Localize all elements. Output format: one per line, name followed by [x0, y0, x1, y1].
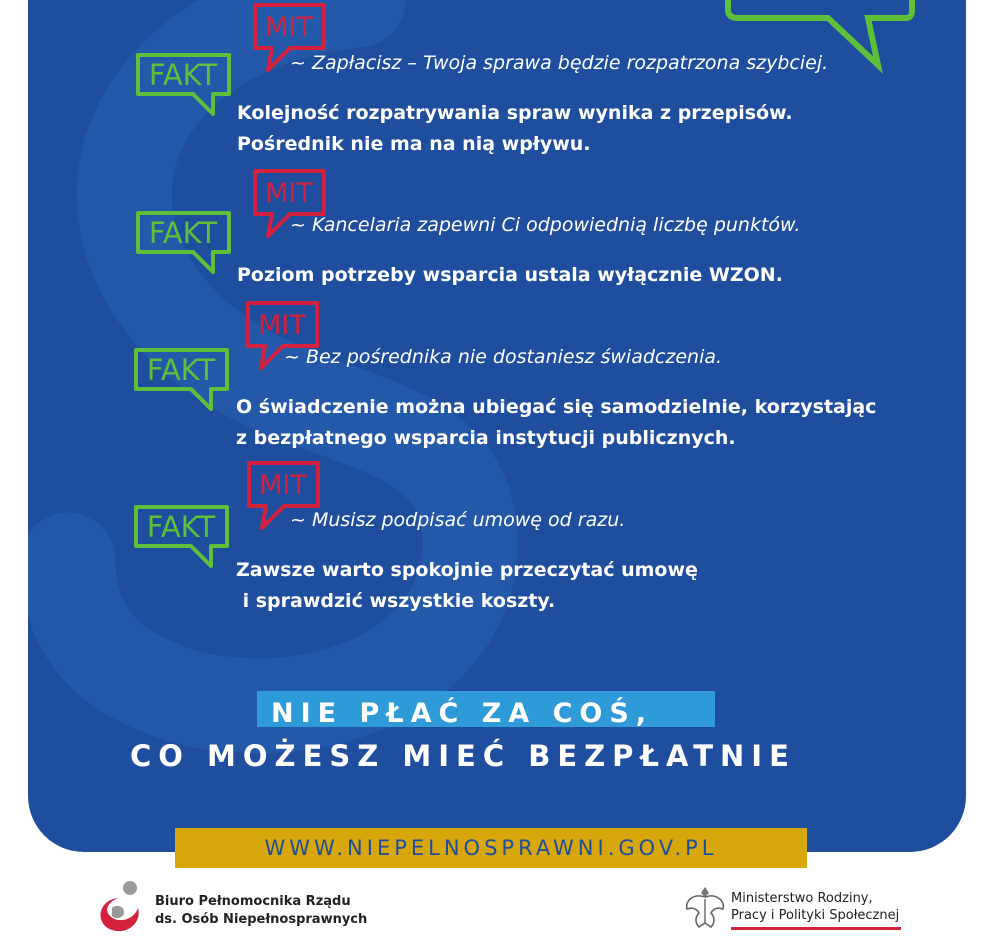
slogan-highlight [257, 691, 715, 727]
fact-text [236, 392, 876, 454]
fact-text [237, 98, 793, 160]
svg-text:FAKT: FAKT [148, 58, 218, 92]
fact-badge [135, 52, 233, 124]
bpon-logo-icon [90, 880, 146, 936]
fact-badge [133, 347, 231, 419]
website-link[interactable]: WWW.NIEPELNOSPRAWNI.GOV.PL [264, 836, 718, 860]
fact-badge [133, 504, 231, 576]
ministry-underline [731, 927, 901, 930]
svg-text:MIT: MIT [259, 470, 307, 501]
svg-text:MIT: MIT [265, 178, 313, 209]
fact-bubble-icon [135, 210, 233, 278]
fact-text [236, 555, 698, 617]
myth-text: ~ Kancelaria zapewni Ci odpowiednią liczbę punktów. [290, 214, 801, 236]
svg-text:MIT: MIT [258, 310, 306, 341]
myth-text: ~ Bez pośrednika nie dostaniesz świadczenia. [284, 346, 723, 368]
fact-line: Zawsze warto spokojnie przeczytać umowę [236, 559, 698, 581]
svg-text:FAKT: FAKT [148, 216, 218, 250]
slogan-line-2: CO MOŻESZ MIEĆ BEZPŁATNIE [130, 739, 796, 773]
bpon-name: Biuro Pełnomocnika Rządu ds. Osób Niepełnosprawnych [155, 894, 368, 927]
fact-line: O świadczenie można ubiegać się samodzielnie, korzystając [236, 396, 877, 418]
fact-line: Poziom potrzeby wsparcia ustala wyłącznie WZON. [237, 264, 783, 286]
svg-text:FAKT: FAKT [146, 510, 216, 544]
ministry-emblem [683, 883, 727, 937]
slogan-line-1: NIE PŁAĆ ZA COŚ, [271, 698, 654, 729]
svg-text:FAKT: FAKT [146, 353, 216, 387]
fact-line: z bezpłatnego wsparcia instytucji publicznych. [236, 427, 736, 449]
myth-text: ~ Zapłacisz – Twoja sprawa będzie rozpatrzona szybciej. [290, 52, 829, 74]
fact-bubble-icon [135, 52, 233, 120]
ministry-name: Ministerstwo Rodziny, Pracy i Polityki Społecznej [731, 891, 900, 923]
fact-text [237, 260, 783, 291]
bpon-logo [90, 880, 146, 940]
fact-bubble-icon [133, 504, 231, 572]
website-bar [175, 828, 807, 868]
fact-line: Kolejność rozpatrywania spraw wynika z przepisów. [237, 102, 793, 124]
svg-text:MIT: MIT [265, 12, 313, 43]
fact-line: i sprawdzić wszystkie koszty. [236, 590, 556, 612]
eagle-emblem-icon [683, 883, 727, 933]
myth-text: ~ Musisz podpisać umowę od razu. [290, 509, 626, 531]
fact-badge [135, 210, 233, 282]
fact-bubble-icon [133, 347, 231, 415]
fact-line: Pośrednik nie ma na nią wpływu. [237, 133, 591, 155]
